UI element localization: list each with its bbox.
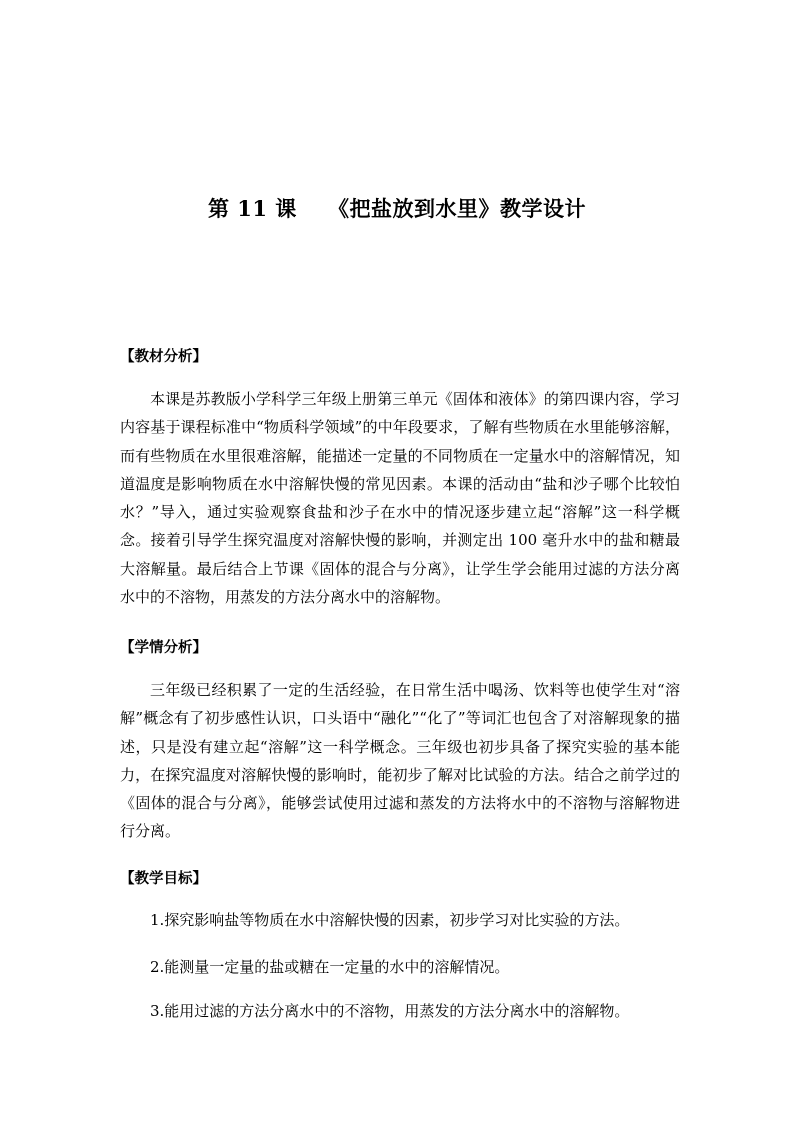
section-heading-textbook-analysis: 【教材分析】 bbox=[120, 348, 207, 365]
section-heading-teaching-objectives: 【教学目标】 bbox=[120, 870, 207, 887]
paragraph-textbook-analysis: 本课是苏教版小学科学三年级上册第三单元《固体和液体》的第四课内容，学习内容基于课程标准中“物质科学领域”的中年段要求，了解有些物质在水里能够溶解，而有些物质在水里很难溶解，能描述一定量的不同物质在一定量水中的溶解情况，知道温度是影响物质在水中溶解快慢的常见因素。本课的活动由“盐和沙子哪个比较怕水？”导入，通过实验观察食盐和沙子在水中的情况逐步建立起“溶解”这一科学概念。接着引导学生探究温度对溶解快慢的影响，并测定出 100 毫升水中的盐和糖最大溶解量。最后结合上节课《固体的混合与分离》，让学生学会能用过滤的方法分离水中的不溶物，用蒸发的方法分离水中的溶解物。 bbox=[120, 390, 680, 607]
objective-item-2: 2.能测量一定量的盐或糖在一定量的水中的溶解情况。 bbox=[150, 958, 510, 976]
section-heading-student-analysis: 【学情分析】 bbox=[120, 639, 207, 656]
paragraph-student-analysis: 三年级已经积累了一定的生活经验，在日常生活中喝汤、饮料等也使学生对“溶解”概念有了初步感性认识，口头语中“融化”“化了”等词汇也包含了对溶解现象的描述，只是没有建立起“溶解”这一科学概念。三年级也初步具备了探究实验的基本能力，在探究温度对溶解快慢的影响时，能初步了解对比试验的方法。结合之前学过的《固体的混合与分离》，能够尝试使用过滤和蒸发的方法将水中的不溶物与溶解物进行分离。 bbox=[120, 681, 680, 841]
objective-item-3: 3.能用过滤的方法分离水中的不溶物，用蒸发的方法分离水中的溶解物。 bbox=[150, 1002, 630, 1020]
document-title: 第 11 课 《把盐放到水里》教学设计 bbox=[207, 196, 587, 221]
objective-item-1: 1.探究影响盐等物质在水中溶解快慢的因素，初步学习对比实验的方法。 bbox=[150, 911, 630, 929]
